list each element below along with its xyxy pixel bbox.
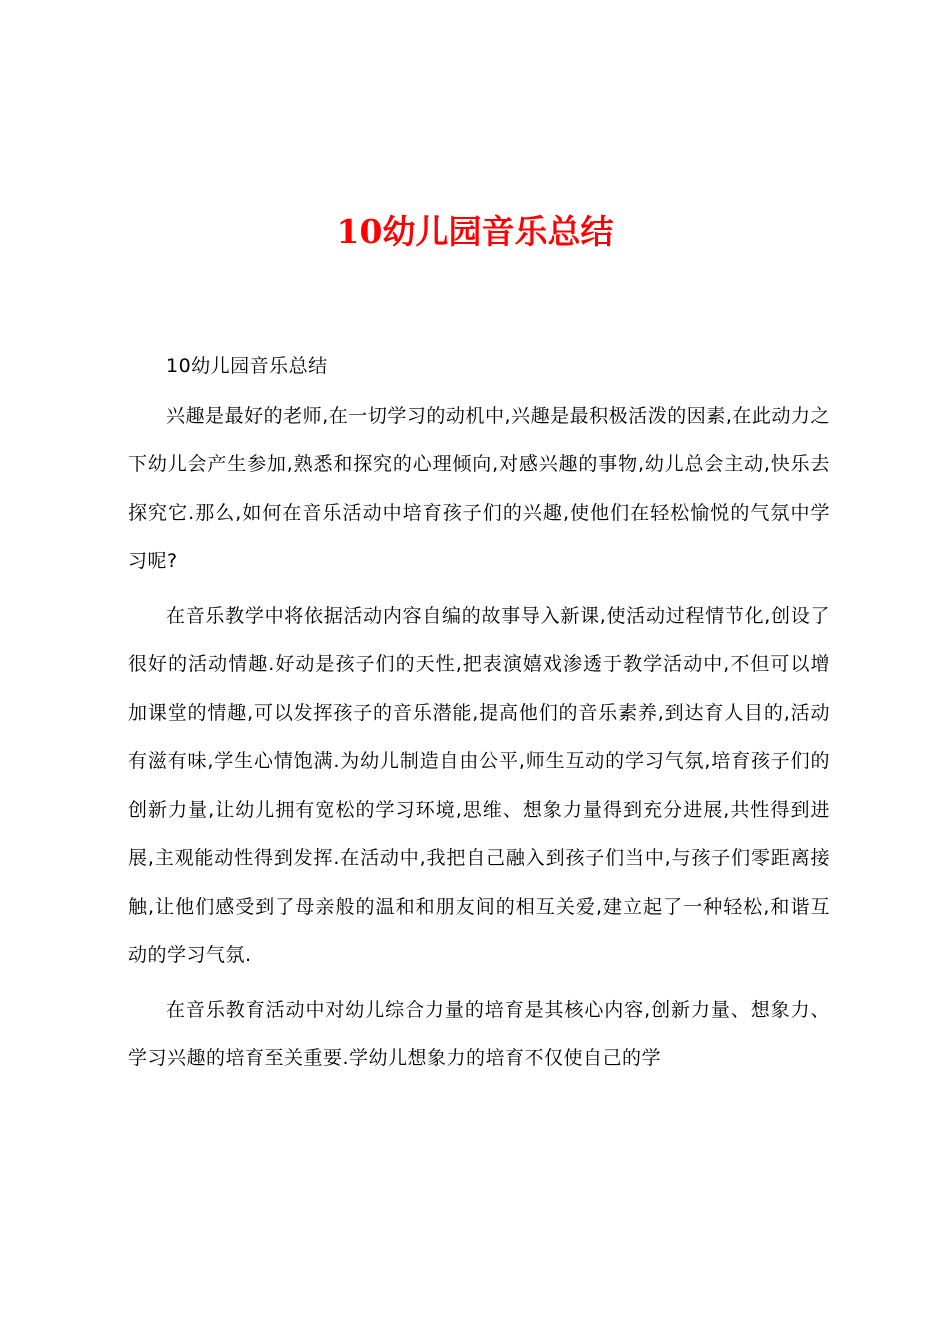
paragraph-3: 在音乐教育活动中对幼儿综合力量的培育是其核心内容,创新力量、想象力、学习兴趣的培育至关重要.学幼儿想象力的培育不仅使自己的学: [128, 998, 830, 1069]
paragraph-2: 在音乐教学中将依据活动内容自编的故事导入新课,使活动过程情节化,创设了很好的活动情趣.好动是孩子们的天性,把表演嬉戏渗透于教学活动中,不但可以增加课堂的情趣,可以发挥孩子的音乐潜能,提高他们的音乐素养,到达育人目的,活动有滋有味,学生心情饱满.为幼儿制造自由公平,师生互动的学习气氛,培育孩子们的创新力量,让幼儿拥有宽松的学习环境,思维、想象力量得到充分进展,共性得到进展,主观能动性得到发挥.在活动中,我把自己融入到孩子们当中,与孩子们零距离接触,让他们感受到了母亲般的温和和朋友间的相互关爱,建立起了一种轻松,和谐互动的学习气氛.: [128, 604, 830, 966]
document-title: 10幼儿园音乐总结: [336, 212, 614, 251]
document-body: [128, 342, 830, 1083]
paragraph-1: 兴趣是最好的老师,在一切学习的动机中,兴趣是最积极活泼的因素,在此动力之下幼儿会产生参加,熟悉和探究的心理倾向,对感兴趣的事物,幼儿总会主动,快乐去探究它.那么,如何在音乐活动中培育孩子们的兴趣,使他们在轻松愉悦的气氛中学习呢?: [128, 404, 830, 572]
paragraph-subtitle: 10幼儿园音乐总结: [166, 355, 328, 377]
